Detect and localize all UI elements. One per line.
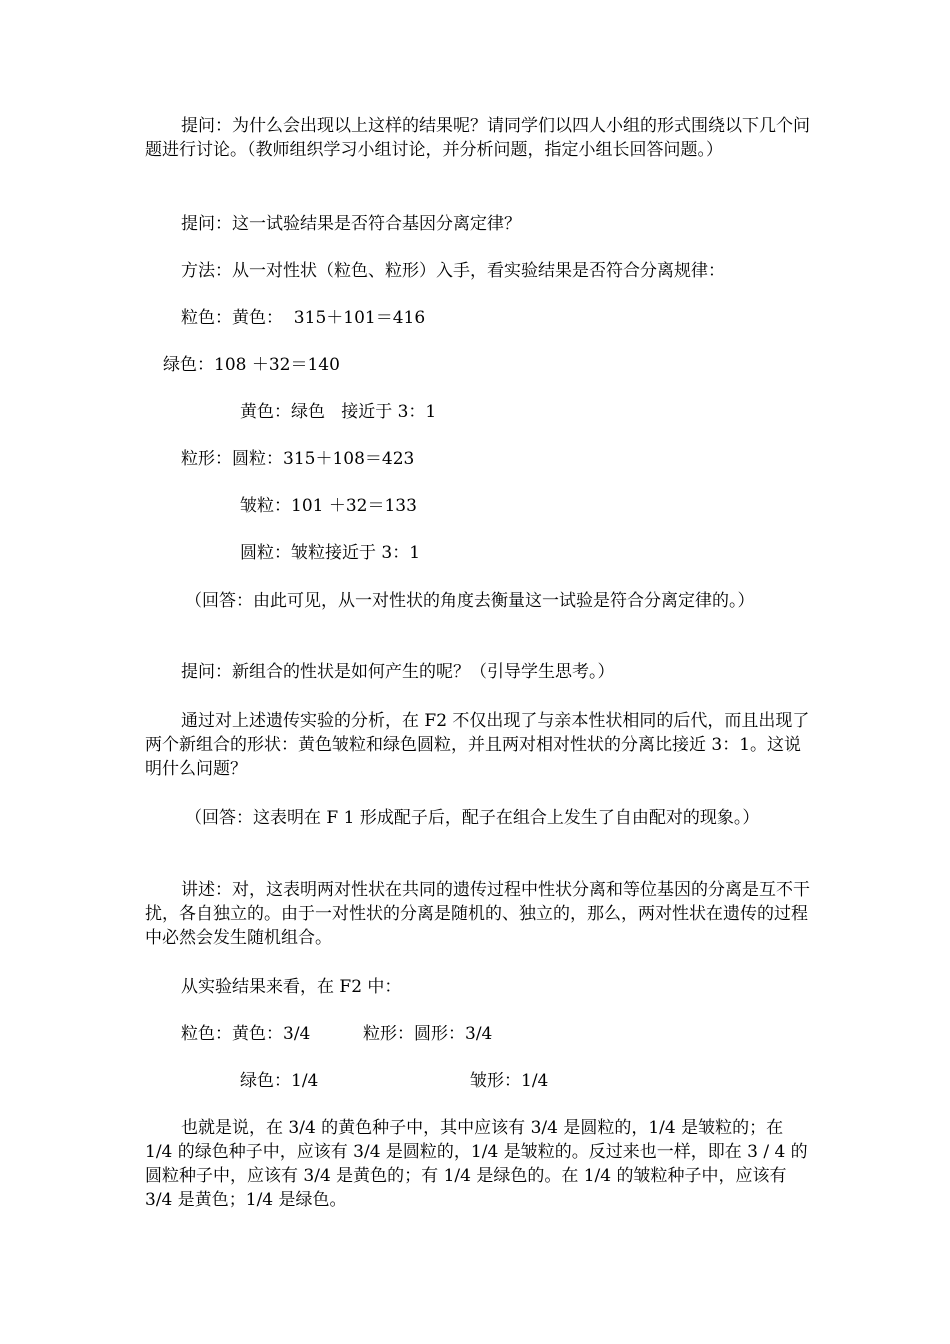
line-color-ratio: 黄色：绿色 接近于 3：1 <box>240 402 437 422</box>
paragraph-method: 方法：从一对性状（粒色、粒形）入手，看实验结果是否符合分离规律： <box>181 261 725 281</box>
paragraph-conclusion: 也就是说，在 3/4 的黄色种子中，其中应该有 3/4 是圆粒的，1/4 是皱粒的；在 1/4 的绿色种子中，应该有 3/4 是圆粒的，1/4 是皱粒的。反过来也一样，即在 3 / 4 的圆粒种子中，应该有 3/4 是黄色的；有 1/4 是绿色的。在 1/4 的皱粒种子中，应该有 3/4 是黄色；1/4 是绿色。 <box>145 1118 808 1210</box>
line-seed-shape-round: 粒形：圆粒：315＋108＝423 <box>181 449 415 469</box>
line-shape-ratio: 圆粒：皱粒接近于 3：1 <box>240 543 421 563</box>
line-seed-color-yellow: 粒色：黄色： 315＋101＝416 <box>181 308 426 328</box>
paragraph-answer-law: （回答：由此可见，从一对性状的角度去衡量这一试验是符合分离定律的。） <box>185 591 755 611</box>
line-seed-color-green: 绿色：108 ＋32＝140 <box>163 355 340 375</box>
paragraph-explanation: 讲述：对，这表明两对性状在共同的遗传过程中性状分离和等位基因的分离是互不干扰，各自独立的。由于一对性状的分离是随机的、独立的，那么，两对性状在遗传的过程中必然会发生随机组合。 <box>145 880 810 948</box>
line-yellow-fraction: 粒色：黄色：3/4 <box>181 1024 311 1044</box>
line-round-fraction: 粒形：圆形：3/4 <box>363 1024 493 1044</box>
line-wrinkled-fraction: 皱形：1/4 <box>470 1071 549 1091</box>
paragraph-question-new-combination: 提问：新组合的性状是如何产生的呢？（引导学生思考。） <box>181 662 615 682</box>
paragraph-question-law: 提问：这一试验结果是否符合基因分离定律？ <box>181 214 521 234</box>
paragraph-analysis: 通过对上述遗传实验的分析，在 F2 不仅出现了与亲本性状相同的后代，而且出现了两个新组合的形状：黄色皱粒和绿色圆粒，并且两对相对性状的分离比接近 3：1。这说明什么问题？ <box>145 711 810 779</box>
paragraph-answer-free-pairing: （回答：这表明在 F 1 形成配子后，配子在组合上发生了自由配对的现象。） <box>185 808 760 828</box>
paragraph-f2-results: 从实验结果来看，在 F2 中： <box>181 977 402 997</box>
paragraph-question-discussion: 提问：为什么会出现以上这样的结果呢？请同学们以四人小组的形式围绕以下几个问题进行讨论。（教师组织学习小组讨论，并分析问题，指定小组长回答问题。） <box>145 116 810 160</box>
line-green-fraction: 绿色：1/4 <box>240 1071 319 1091</box>
line-seed-shape-wrinkled: 皱粒：101 ＋32＝133 <box>240 496 417 516</box>
